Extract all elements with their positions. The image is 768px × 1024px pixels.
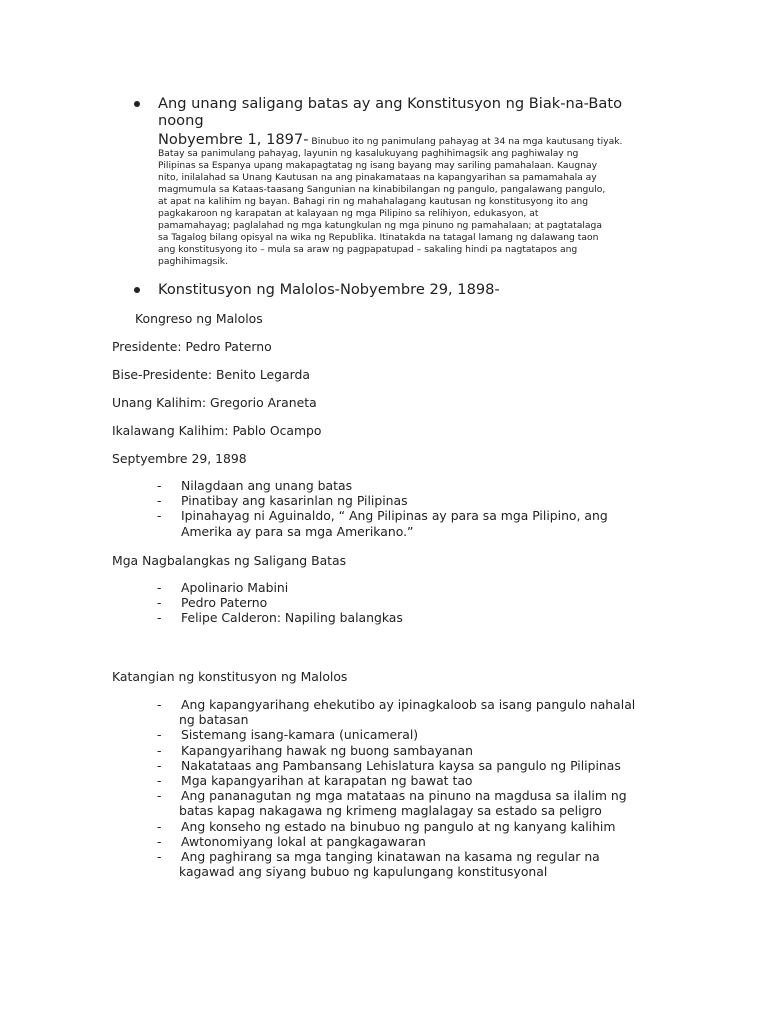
date-items-list <box>157 478 677 539</box>
dash-marker: - <box>157 833 162 849</box>
malolos-heading: Konstitusyon ng Malolos-Nobyembre 29, 1898- <box>158 281 500 298</box>
features-list <box>157 697 677 879</box>
list-item-text-cont: ng batasan <box>179 712 249 728</box>
biak-paragraph-line: Pilipinas sa Espanya upang makapagtatag ng isang bayang may sariling pamahalaan. Kaugnay <box>158 160 598 171</box>
dash-marker: - <box>157 773 162 789</box>
dash-marker: - <box>157 595 162 611</box>
list-item <box>157 493 677 508</box>
kongreso-heading: Kongreso ng Malolos <box>135 311 263 326</box>
list-item-text: Ang kapangyarihang ehekutibo ay ipinagkaloob sa isang pangulo nahalal <box>181 697 636 712</box>
bullet-body <box>158 95 654 268</box>
biak-paragraph-line: pagkakaroon ng karapatan at kalayaan ng mga Pilipino sa relihiyon, edukasyon, at <box>158 208 539 219</box>
list-item <box>157 697 677 727</box>
biak-paragraph-line: at apat na kalihim ng bayan. Bahagi rin ng mahahalagang kautusan ng konstitusyong ito ang <box>158 196 589 207</box>
bullet-dot <box>134 287 140 293</box>
officer-line: Bise-Presidente: Benito Legarda <box>112 367 310 382</box>
list-item <box>157 727 677 742</box>
list-item <box>157 580 677 595</box>
officer-line: Ikalawang Kalihim: Pablo Ocampo <box>112 423 322 438</box>
list-item-text-cont: batas kapag nakagawa ng krimeng maglalagay sa estado sa peligro <box>179 803 602 819</box>
list-item-text: Awtonomiyang lokal at pangkagawaran <box>181 833 426 849</box>
list-item-text: Ang konseho ng estado na binubuo ng pangulo at ng kanyang kalihim <box>181 818 616 834</box>
list-item-text: Ang pananagutan ng mga matataas na pinuno na magdusa sa ilalim ng <box>181 788 627 804</box>
list-item-text: Nilagdaan ang unang batas <box>181 478 353 493</box>
list-item-text: Ang paghirang sa mga tanging kinatawan na kasama ng regular na <box>181 849 600 865</box>
list-item <box>157 834 677 849</box>
list-item <box>157 478 677 493</box>
list-item <box>157 595 677 610</box>
bullet-dot <box>134 101 140 107</box>
list-item-text: Kapangyarihang hawak ng buong sambayanan <box>181 742 473 758</box>
list-item-text: Pedro Paterno <box>181 595 268 611</box>
framers-heading: Mga Nagbalangkas ng Saligang Batas <box>112 553 347 568</box>
biak-heading-line2: Nobyembre 1, 1897- <box>158 131 309 148</box>
list-item <box>157 788 677 818</box>
list-item <box>157 508 651 538</box>
list-item-text-cont: kagawad ang siyang bubuo ng kapulungang konstitusyonal <box>179 864 548 880</box>
features-heading: Katangian ng konstitusyon ng Malolos <box>112 669 348 684</box>
biak-paragraph-line: Batay sa panimulang pahayag, layunin ng kasalukuyang paghihimagsik ang paghiwalay ng <box>158 148 579 159</box>
list-item-text: Apolinario Mabini <box>181 580 289 595</box>
list-item <box>157 849 677 879</box>
list-item-text: Ipinahayag ni Aguinaldo, “ Ang Pilipinas ay para sa mga Pilipino, ang Amerika ay para sa mga Amerikano.” <box>181 508 608 539</box>
biak-paragraph-line: ang konstitusyong ito – mula sa araw ng pagpapatupad – sakaling hindi pa nagtatapos ang <box>158 244 578 255</box>
dash-marker: - <box>157 788 162 804</box>
date-heading: Septyembre 29, 1898 <box>112 451 247 466</box>
list-item <box>157 758 677 773</box>
dash-marker: - <box>157 478 162 493</box>
dash-marker: - <box>157 697 162 712</box>
dash-marker: - <box>157 849 162 865</box>
list-item <box>157 773 677 788</box>
biak-paragraph <box>158 148 654 268</box>
framers-list <box>157 580 677 626</box>
dash-marker: - <box>157 508 162 524</box>
list-item-text: Sistemang isang-kamara (unicameral) <box>181 727 419 743</box>
bullet-malolos <box>134 281 654 298</box>
list-item <box>157 610 677 625</box>
dash-marker: - <box>157 818 162 834</box>
list-item-text: Felipe Calderon: Napiling balangkas <box>181 610 403 626</box>
biak-heading-line2-row <box>158 129 654 148</box>
bullet-biak-na-bato <box>134 95 654 268</box>
list-item-text: Pinatibay ang kasarinlan ng Pilipinas <box>181 493 408 509</box>
biak-paragraph-line: magmumula sa Kataas-taasang Sangunian na kinabibilangan ng pangulo, pangalawang pangulo, <box>158 184 606 195</box>
list-item <box>157 819 677 834</box>
dash-marker: - <box>157 493 162 509</box>
list-item-text: Nakatataas ang Pambansang Lehislatura kaysa sa pangulo ng Pilipinas <box>181 757 621 773</box>
dash-marker: - <box>157 757 162 773</box>
biak-paragraph-line: pamamahayag; paglalahad ng mga katungkulan ng mga pinuno ng pamahalaan; at pagtatalaga <box>158 220 602 231</box>
dash-marker: - <box>157 580 162 595</box>
biak-paragraph-line: sa Tagalog bilang opisyal na wika ng Republika. Itinatakda na tatagal lamang ng dalawang taon <box>158 232 599 243</box>
officer-line: Presidente: Pedro Paterno <box>112 339 272 354</box>
officer-line: Unang Kalihim: Gregorio Araneta <box>112 395 317 410</box>
dash-marker: - <box>157 727 162 743</box>
biak-paragraph-line: nito, inilalahad sa Unang Kautusan na ang pinakamataas na kapangyarihan sa pamamahala ay <box>158 172 597 183</box>
list-item-text: Mga kapangyarihan at karapatan ng bawat tao <box>181 773 473 789</box>
biak-inline-text: Binubuo ito ng panimulang pahayag at 34 na mga kautusang tiyak. <box>308 136 623 147</box>
biak-heading-line1: Ang unang saligang batas ay ang Konstitusyon ng Biak-na-Bato noong <box>158 95 623 129</box>
list-item <box>157 743 677 758</box>
biak-paragraph-line: paghihimagsik. <box>158 256 229 267</box>
dash-marker: - <box>157 742 162 758</box>
dash-marker: - <box>157 610 162 626</box>
